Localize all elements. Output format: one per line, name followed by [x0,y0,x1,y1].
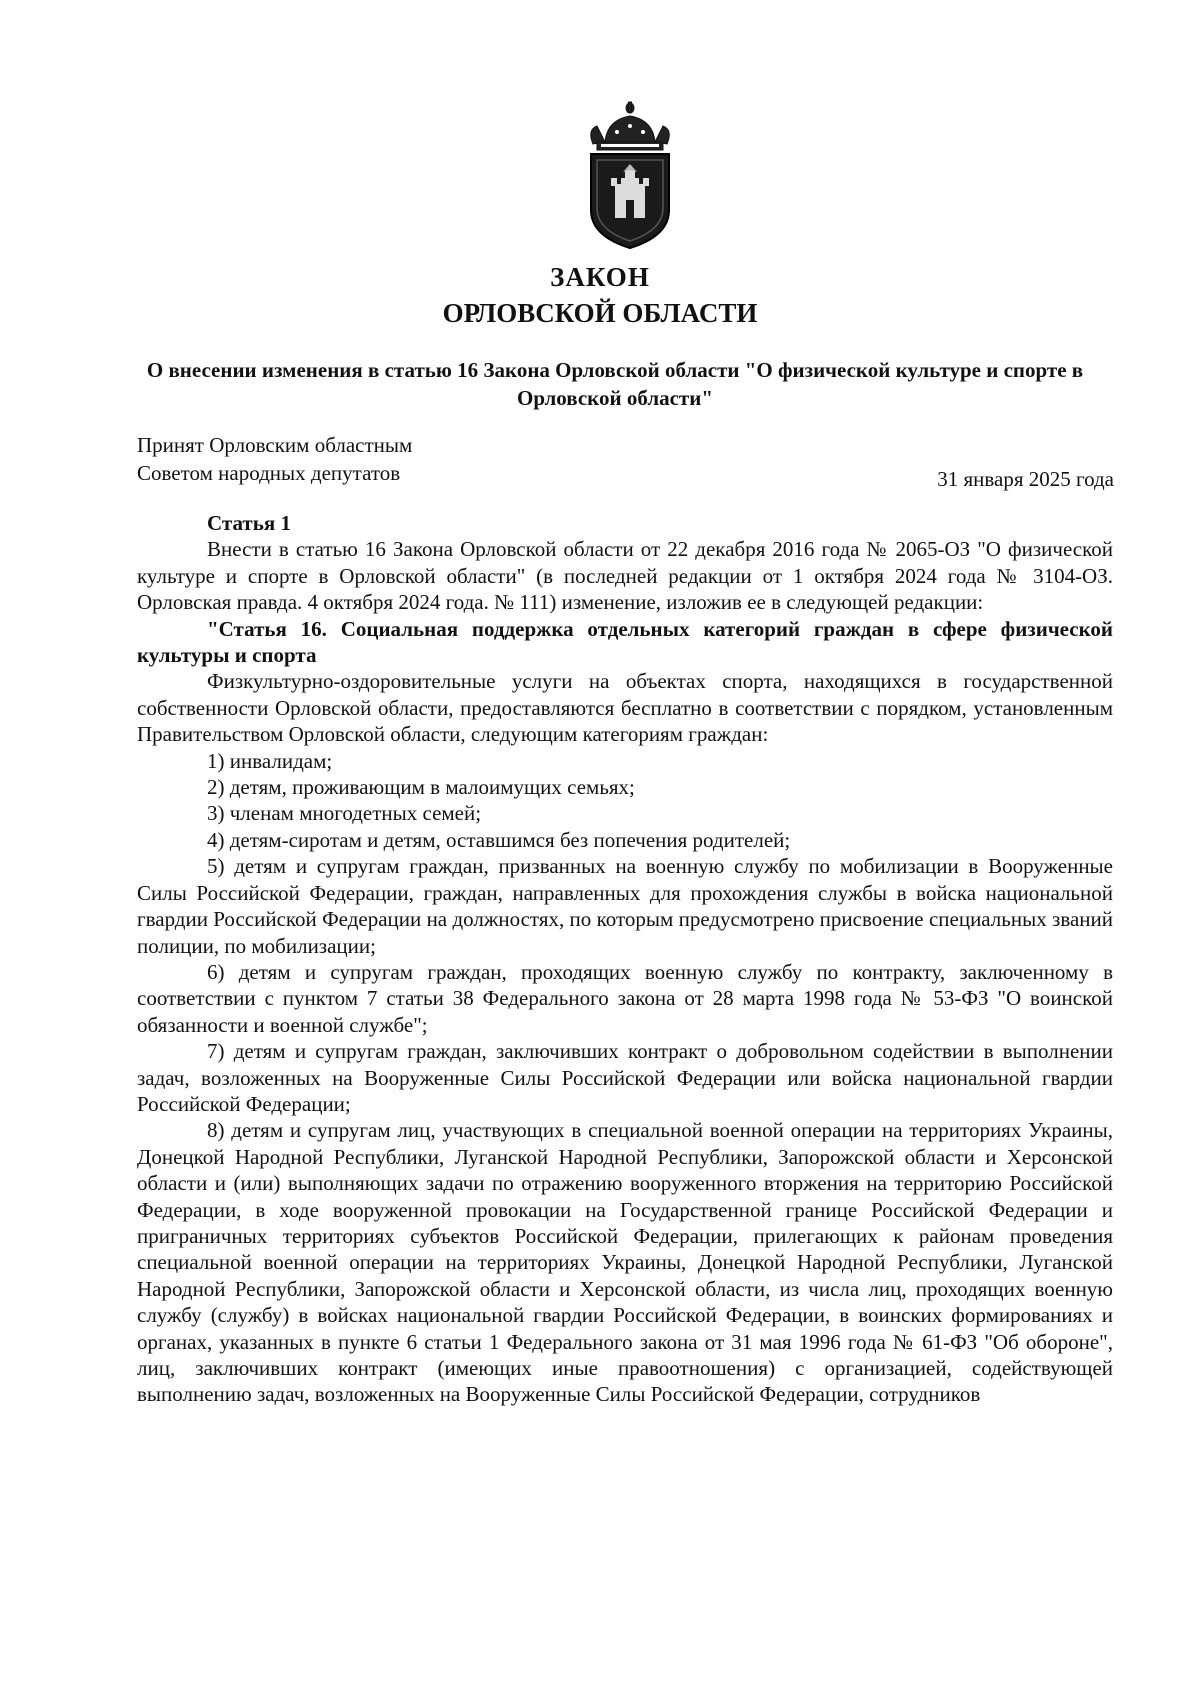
list-item: 1) инвалидам; [207,748,333,773]
orel-oblast-coat-of-arms-icon [575,100,685,250]
list-item: 2) детям, проживающим в малоимущих семьях; [207,775,635,800]
list-item: 5) детям и супругам граждан, призванных на военную службу по мобилизации в Вооруженные Силы Российской Федерации, граждан, направленных для прохождения службы в войска национальной гвардии Российской Федерации на должностях, по которым предусмотрено присвоение специальных званий полиции, по мобилизации; [137,854,1113,958]
list-item: 3) членам многодетных семей; [207,801,482,826]
adoption-line-2: Советом народных депутатов [137,461,401,485]
list-item: 8) детям и супругам лиц, участвующих в специальной военной операции на территориях Украины, Донецкой Народной Республики, Луганской Народной Республики, Запорожской области и Херсонской области и (или) выполняющих задачи по отражению вооруженного вторжения на территорию Российской Федерации, в ходе вооруженной провокации на Государственной границе Российской Федерации и приграничных территориях субъектов Российской Федерации, прилегающих к районам проведения специальной военной операции на территориях Украины, Донецкой Народной Республики, Луганской Народной Республики, Запорожской области и Херсонской области, из числа лиц, проходящих военную службу (службу) в войсках национальной гвардии Российской Федерации, в воинских формированиях и органах, указанных в пункте 6 статьи 1 Федерального закона от 31 мая 1996 года № 61-ФЗ "Об обороне", лиц, заключивших контракт (имеющих иные правоотношения) с организацией, содействующей выполнению задач, возложенных на Вооруженные Силы Российской Федерации, сотрудников [137,1118,1113,1407]
paragraph-services: Физкультурно-оздоровительные услуги на объектах спорта, находящихся в государственной собственности Орловской области, предоставляются бесплатно в соответствии с порядком, установленным Правительством Орловской области, следующим категориям граждан: [137,669,1113,747]
document-title-line1: ЗАКОН [550,262,650,292]
article-heading: Статья 1 [207,511,291,535]
article16-heading: "Статья 16. Социальная поддержка отдельных категорий граждан в сфере физической культуры и спорта [137,616,1113,668]
document-title-line2: ОРЛОВСКОЙ ОБЛАСТИ [442,298,758,328]
list-item: 7) детям и супругам граждан, заключивших контракт о добровольном содействии в выполнении задач, возложенных на Вооруженные Силы Российской Федерации или войска национальной гвардии Российской Федерации; [137,1039,1113,1116]
paragraph-intro: Внести в статью 16 Закона Орловской области от 22 декабря 2016 года № 2065-ОЗ "О физической культуре и спорте в Орловской области" (в последней редакции от 1 октября 2024 года № 3104-ОЗ. Орловская правда. 4 октября 2024 года. № 111) изменение, изложив ее в следующей редакции: [137,537,1113,615]
document-subtitle: О внесении изменения в статью 16 Закона Орловской области "О физической культуре и спорте в Орловской области" [146,358,1084,410]
list-item: 4) детям-сиротам и детям, оставшимся без попечения родителей; [207,827,791,852]
list-item: 6) детям и супругам граждан, проходящих военную службу по контракту, заключенному в соответствии с пунктом 7 статьи 38 Федерального закона от 28 марта 1998 года № 53-ФЗ "О воинской обязанности и военной службе"; [137,959,1113,1037]
adoption-note [137,431,412,487]
adoption-date: 31 января 2025 года [937,467,1114,491]
document-body [137,510,1113,1408]
adoption-line-1: Принят Орловским областным [137,433,413,457]
